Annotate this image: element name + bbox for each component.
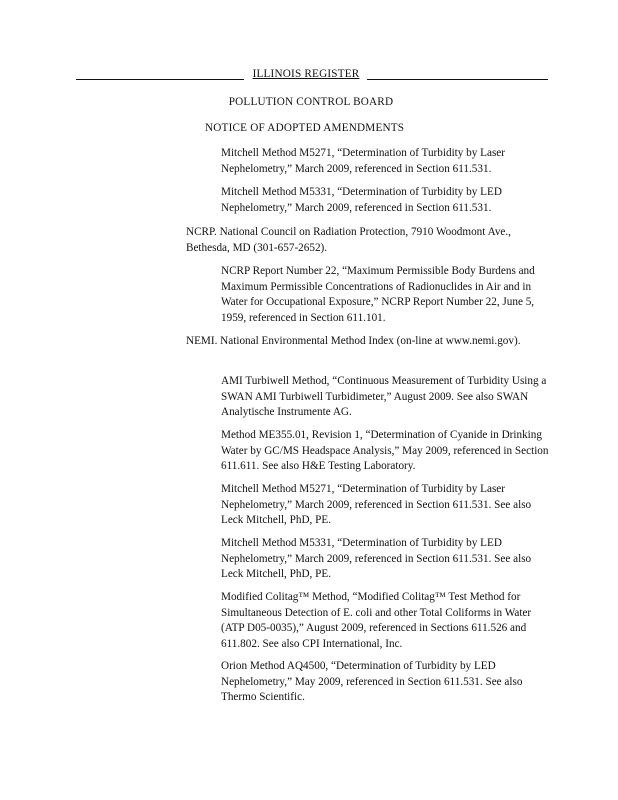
entry-mitchell-m5271-see-also: [221, 482, 551, 529]
entry-method-me355: [221, 428, 551, 475]
notice-title: NOTICE OF ADOPTED AMENDMENTS: [205, 122, 405, 134]
entry-ami-turbiwell: [221, 374, 551, 421]
entry-text: Mitchell Method M5271, “Determination of Turbidity by Laser Nephelometry,” March 2009, referenced in Section 611.531. See also Leck Mitchell, PhD, PE.: [221, 483, 532, 526]
entry-mitchell-m5331-see-also: [221, 536, 551, 583]
entry-text: AMI Turbiwell Method, “Continuous Measurement of Turbidity Using a SWAN AMI Turbiwell Turbidimeter,” August 2009. See also SWAN Analytische Instrumente AG.: [221, 375, 547, 418]
entry-ncrp: [186, 225, 548, 256]
entry-text: Method ME355.01, Revision 1, “Determination of Cyanide in Drinking Water by GC/MS Headspace Analysis,” May 2009, referenced in Section 611.611. See also H&E Testing Laboratory.: [221, 429, 549, 472]
register-title: ILLINOIS REGISTER: [252, 68, 360, 80]
entry-ncrp-report-22: [221, 264, 551, 326]
entry-text: Mitchell Method M5271, “Determination of Turbidity by Laser Nephelometry,” March 2009, referenced in Section 611.531.: [221, 147, 506, 175]
entry-text: NCRP Report Number 22, “Maximum Permissible Body Burdens and Maximum Permissible Concentrations of Radionuclides in Air and in Water for Occupational Exposure,” NCRP Report Number 22, June 5, 1959, referenced in Section 611.101.: [221, 265, 535, 324]
entry-mitchell-m5271: [221, 146, 551, 177]
entry-text: NEMI. National Environmental Method Index (on-line at www.nemi.gov).: [186, 335, 521, 347]
entry-orion-aq4500: [221, 659, 551, 706]
entry-text: Modified Colitag™ Method, “Modified Colitag™ Test Method for Simultaneous Detection of E. coli and other Total Coliforms in Water (ATP D05-0035),” August 2009, referenced in Sections 611.526 and 611.802. See also CPI International, Inc.: [221, 591, 532, 650]
entry-text: NCRP. National Council on Radiation Protection, 7910 Woodmont Ave., Bethesda, MD (301-657-2652).: [186, 226, 511, 254]
entry-text: Mitchell Method M5331, “Determination of Turbidity by LED Nephelometry,” March 2009, referenced in Section 611.531. See also Leck Mitchell, PhD, PE.: [221, 537, 532, 580]
entry-text: Mitchell Method M5331, “Determination of Turbidity by LED Nephelometry,” March 2009, referenced in Section 611.531.: [221, 186, 502, 214]
entry-text: Orion Method AQ4500, “Determination of Turbidity by LED Nephelometry,” May 2009, referenced in Section 611.531. See also Thermo Scientific.: [221, 660, 523, 703]
entry-nemi: [186, 334, 548, 350]
header-rule-right: [367, 79, 548, 80]
entry-mitchell-m5331: [221, 185, 551, 216]
entry-modified-colitag: [221, 590, 551, 652]
header-rule-left: [76, 79, 244, 80]
board-title: POLLUTION CONTROL BOARD: [228, 96, 394, 108]
